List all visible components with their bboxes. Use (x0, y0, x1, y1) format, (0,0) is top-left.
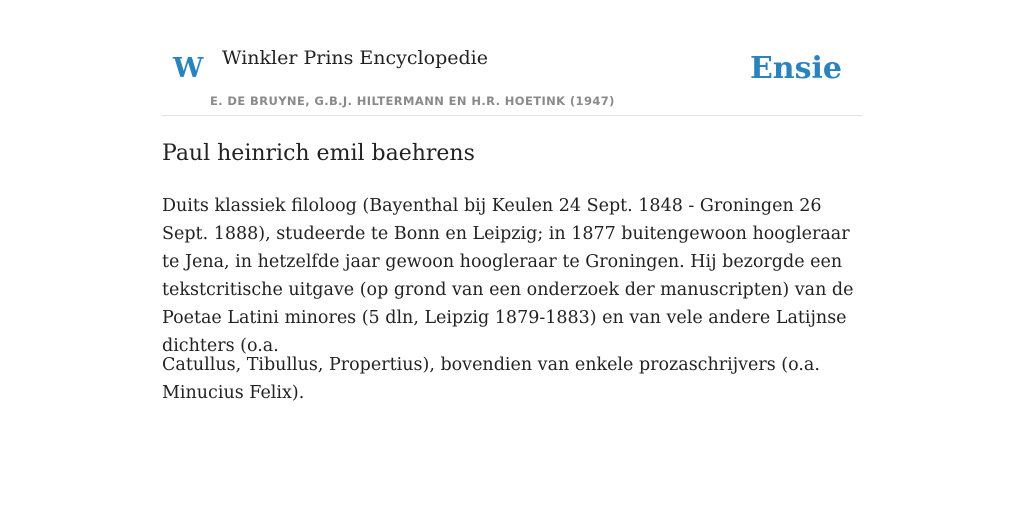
source-header (162, 0, 862, 116)
source-logo-link[interactable]: W (173, 53, 204, 84)
article-paragraph: Catullus, Tibullus, Propertius), bovendien van enkele prozaschrijvers (o.a. Minucius Felix). (162, 355, 820, 403)
source-title: Winkler Prins Encyclopedie (222, 47, 488, 69)
article-title: Paul heinrich emil baehrens (162, 141, 475, 166)
source-authors: E. DE BRUYNE, G.B.J. HILTERMANN EN H.R. HOETINK (1947) (210, 94, 615, 108)
article-paragraph: Duits klassiek filoloog (Bayenthal bij Keulen 24 Sept. 1848 - Groningen 26 Sept. 1888), studeerde te Bonn en Leipzig; in 1877 buitengewoon hoogleraar te Jena, in hetzelfde jaar gewoon hoogleraar te Groningen. Hij bezorgde een tekstcritische uitgave (op grond van een onderzoek der manuscripten) van de Poetae Latini minores (5 dln, Leipzig 1879-1883) en van vele andere Latijnse dichters (o.a. (162, 196, 854, 356)
ensie-brand-link[interactable]: Ensie (749, 51, 842, 86)
page-container (162, 0, 862, 403)
